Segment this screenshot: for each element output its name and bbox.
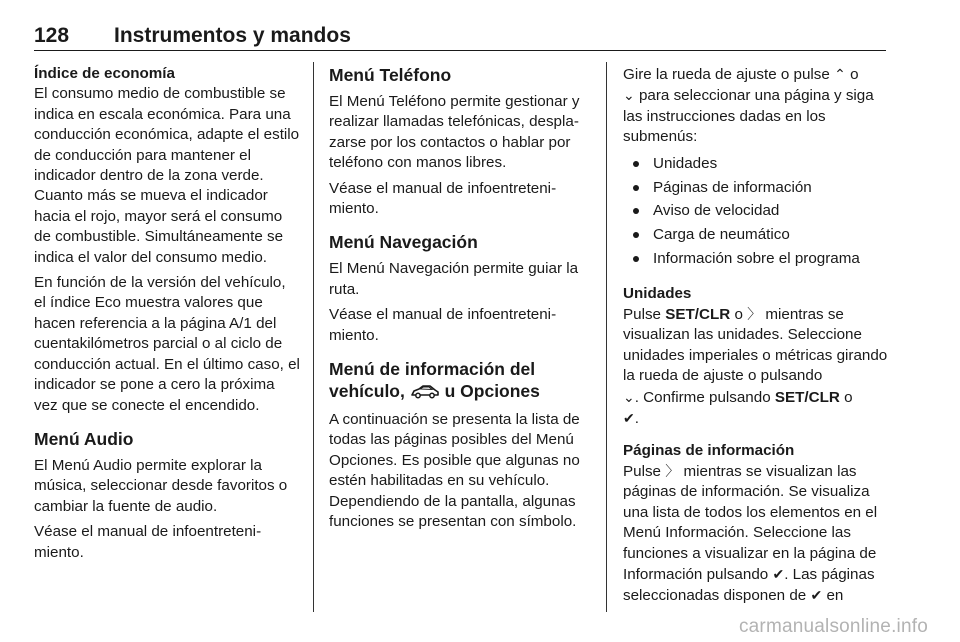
heading-text: Menú de información del	[329, 359, 536, 380]
heading-text: vehículo,	[329, 381, 405, 402]
paragraph	[623, 461, 891, 607]
car-icon	[410, 382, 440, 404]
list-item: Aviso de velocidad	[623, 201, 891, 221]
paragraph: El Menú Audio permite explorar la música, seleccionar desde favoritos o cambiar la fuente de audio.	[34, 456, 288, 515]
running-title: Instrumentos y mandos	[114, 24, 351, 47]
checkmark-icon: ✔	[772, 565, 785, 582]
section-heading-phone-menu: Menú Teléfono	[329, 65, 452, 85]
text-run: para seleccionar una página y siga las instrucciones dadas en los submenús:	[623, 87, 874, 146]
text-run: . Las páginas seleccionadas disponen de	[623, 565, 875, 605]
text-run: o	[850, 66, 859, 83]
watermark: carmanualsonline.info	[738, 616, 928, 637]
paragraph: Véase el manual de infoentretenimiento.	[329, 179, 557, 218]
bullet-list	[623, 154, 891, 270]
paragraph	[623, 64, 891, 148]
paragraph: Véase el manual de infoentretenimiento.	[34, 523, 262, 561]
paragraph: Véase el manual de infoentretenimiento.	[329, 306, 557, 344]
checkmark-icon: ✔	[810, 587, 823, 604]
text-run: Gire la rueda de ajuste o pulse	[623, 66, 830, 83]
column-left	[34, 64, 300, 568]
chevron-down-icon: ⌄	[623, 388, 635, 405]
list-item: Unidades	[623, 154, 891, 174]
column-right	[623, 64, 891, 612]
paragraph	[623, 304, 891, 429]
text-run: mientras se visualizan las unidades. Seleccione unidades imperiales o métricas girando la rueda de ajuste o pulsando	[623, 306, 888, 385]
text-run: mientras se visualizan las páginas de información. Se visualiza una lista de todos los elementos en el Menú Información. Seleccione las funciones a visualizar en la página de Información pulsando	[623, 462, 878, 583]
paragraph: El Menú Navegación permite guiar la ruta.	[329, 260, 579, 298]
paragraph: A continuación se presenta la lista de todas las páginas posibles del Menú Opciones. Es posible que algunas no estén habilitadas en su vehículo. Dependiendo de la pantalla, algunas funciones se presentan con símbolo.	[329, 411, 580, 531]
column-divider	[606, 62, 607, 612]
text-run: o	[734, 306, 743, 324]
section-heading-vehicle-info-menu	[329, 358, 593, 404]
text-run: o	[844, 388, 853, 406]
page-number: 128	[34, 24, 70, 47]
section-heading-audio-menu: Menú Audio	[34, 428, 134, 449]
chevron-down-icon: ⌄	[623, 87, 635, 104]
text-run: .	[634, 410, 639, 428]
section-heading-units: Unidades	[623, 284, 692, 302]
chevron-right-icon: 〉	[747, 306, 762, 323]
column-divider	[313, 62, 314, 612]
button-label-setclr: SET/CLR	[774, 388, 840, 406]
button-label-setclr: SET/CLR	[665, 306, 731, 324]
paragraph: En función de la versión del vehículo, el índice Eco muestra valores que hacen referencia a la página A/1 del cuentakilómetros parcial o al ciclo de conducción actual. En el último caso, el indicador se pone a cero la próxima vez que se conecte el encendido.	[34, 274, 300, 414]
text-run: Pulse	[623, 306, 661, 324]
section-heading-info-pages: Páginas de información	[623, 441, 795, 459]
text-run: en	[826, 587, 844, 605]
checkmark-icon: ✔	[623, 410, 635, 427]
list-item: Páginas de información	[623, 178, 891, 198]
paragraph: El Menú Teléfono permite gestionar y realizar llamadas telefónicas, desplazarse por los contactos o hablar por teléfono con manos libres.	[329, 93, 580, 172]
text-run: . Confirme pulsando	[634, 388, 771, 406]
paragraph: El consumo medio de combustible se indica en escala económica. Para una conducción económica, adapte el estilo de conducción para mantener el indicador dentro de la zona verde. Cuanto más se mueva el indicador hacia el rojo, mayor será el consumo de combustible. Simultáneamente se indica el valor del consumo medio.	[34, 85, 300, 266]
text-run: Pulse	[623, 462, 661, 480]
section-heading-navigation-menu: Menú Navegación	[329, 232, 478, 253]
list-item: Carga de neumático	[623, 225, 891, 245]
heading-text: u Opciones	[444, 381, 540, 402]
list-item: Información sobre el programa	[623, 249, 891, 269]
chevron-right-icon: 〉	[665, 462, 680, 479]
chevron-up-icon: ⌃	[834, 66, 846, 82]
column-middle	[329, 64, 593, 538]
page-header	[34, 22, 886, 51]
section-heading-eco-index: Índice de economía	[34, 65, 175, 82]
